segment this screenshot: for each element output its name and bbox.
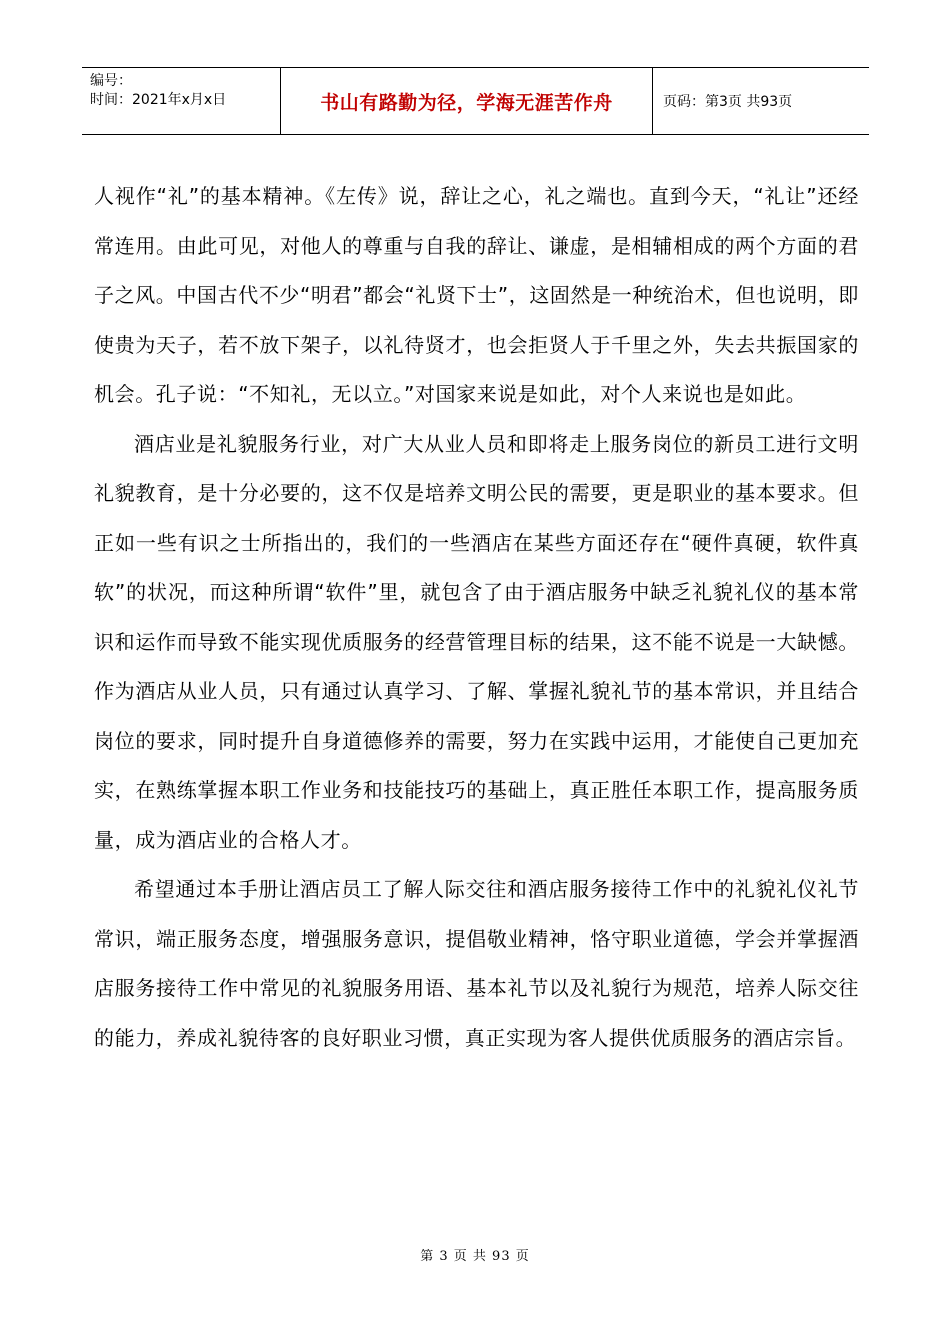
- header-motto-cell: [281, 68, 653, 134]
- body-paragraph: 希望通过本手册让酒店员工了解人际交往和酒店服务接待工作中的礼貌礼仪礼节常识，端正服务态度，增强服务意识，提倡敬业精神，恪守职业道德，学会并掌握酒店服务接待工作中常见的礼貌服务用语、基本礼节以及礼貌行为规范，培养人际交往的能力，养成礼貌待客的良好职业习惯，真正实现为客人提供优质服务的酒店宗旨。: [94, 877, 859, 1050]
- document-body: [94, 172, 859, 1063]
- document-date: 时间：2021年x月x日: [90, 92, 227, 108]
- body-paragraph: 酒店业是礼貌服务行业，对广大从业人员和即将走上服务岗位的新员工进行文明礼貌教育，是十分必要的，这不仅是培养文明公民的需要，更是职业的基本要求。但正如一些有识之士所指出的，我们的一些酒店在某些方面还存在“硬件真硬，软件真软”的状况，而这种所谓“软件”里，就包含了由于酒店服务中缺乏礼貌礼仪的基本常识和运作而导致不能实现优质服务的经营管理目标的结果，这不能不说是一大缺憾。作为酒店从业人员，只有通过认真学习、了解、掌握礼貌礼节的基本常识，并且结合岗位的要求，同时提升自身道德修养的需要，努力在实践中运用，才能使自己更加充实，在熟练掌握本职工作业务和技能技巧的基础上，真正胜任本职工作，提高服务质量，成为酒店业的合格人才。: [94, 431, 859, 852]
- header-meta-cell: [82, 68, 281, 134]
- document-header: [82, 67, 869, 135]
- header-page-info: 页码：第3页 共93页: [663, 94, 793, 110]
- header-page-cell: [653, 68, 869, 134]
- header-motto: 书山有路勤为径，学海无涯苦作舟: [320, 91, 613, 114]
- page-footer: 第 3 页 共 93 页: [420, 1249, 530, 1264]
- document-number-label: 编号：: [90, 73, 132, 89]
- body-paragraph-continued: 人视作“礼”的基本精神。《左传》说，辞让之心，礼之端也。直到今天，“礼让”还经常连用。由此可见，对他人的尊重与自我的辞让、谦虚，是相辅相成的两个方面的君子之风。中国古代不少“明君”都会“礼贤下士”，这固然是一种统治术，但也说明，即使贵为天子，若不放下架子，以礼待贤才，也会拒贤人于千里之外，失去共振国家的机会。孔子说：“不知礼，无以立。”对国家来说是如此，对个人来说也是如此。: [94, 184, 859, 406]
